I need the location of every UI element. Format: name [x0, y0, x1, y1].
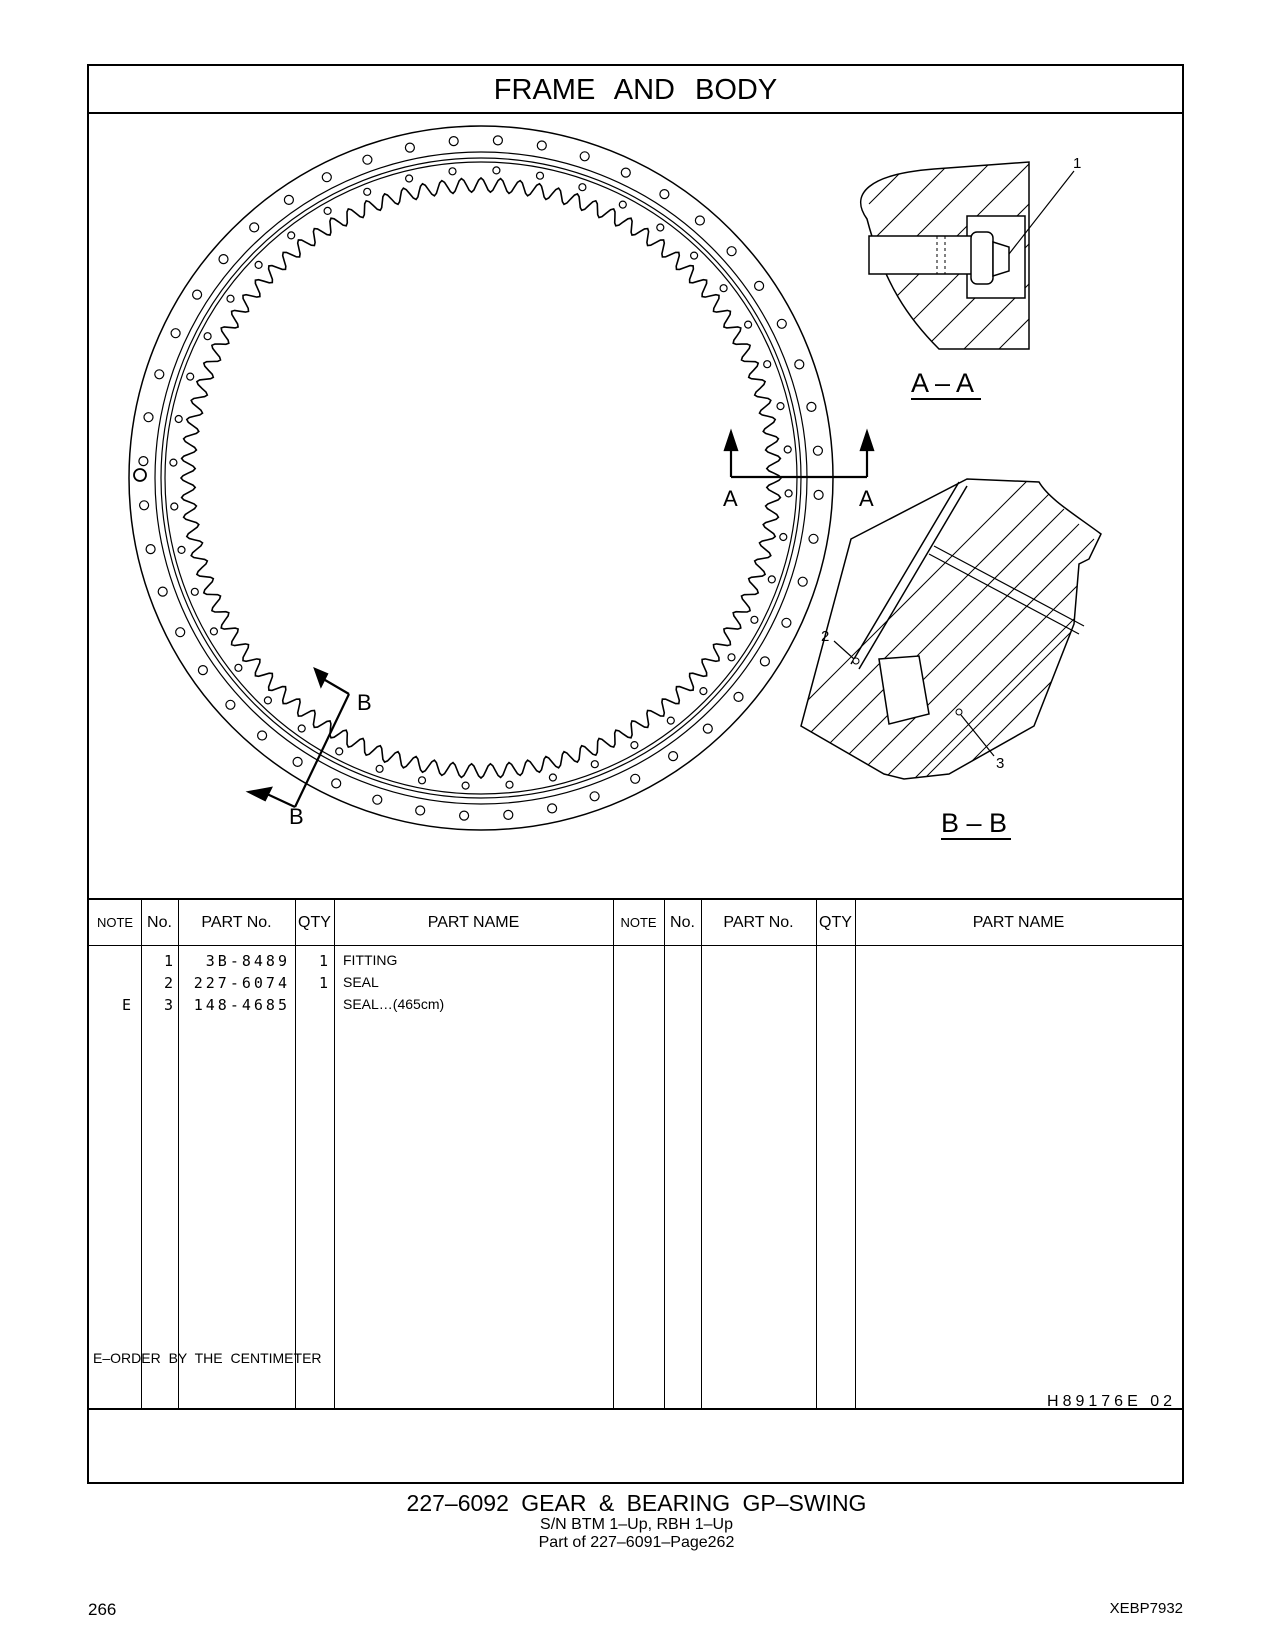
bolt-hole: [193, 290, 202, 299]
bolt-hole: [175, 416, 182, 423]
row-no: 3: [163, 996, 173, 1014]
bolt-hole: [660, 190, 669, 199]
bolt-hole: [250, 223, 259, 232]
bolt-hole: [419, 777, 426, 784]
bolt-hole: [798, 577, 807, 586]
header-no: No.: [670, 914, 695, 931]
bolt-hole: [363, 155, 372, 164]
bolt-hole: [631, 774, 640, 783]
bolt-hole: [700, 688, 707, 695]
bolt-hole: [405, 143, 414, 152]
section-aa-label: A – A: [911, 368, 975, 398]
bolt-hole: [734, 692, 743, 701]
bolt-hole: [158, 587, 167, 596]
bearing-ring-edge: [161, 158, 801, 798]
bolt-hole: [727, 247, 736, 256]
footnote: E–ORDER BY THE CENTIMETER: [93, 1350, 322, 1366]
callout-2: 2: [821, 628, 830, 645]
bolt-hole: [449, 168, 456, 175]
bolt-hole: [579, 184, 586, 191]
bolt-hole: [720, 285, 727, 292]
bolt-hole: [695, 216, 704, 225]
bolt-hole: [322, 173, 331, 182]
assembly-title: 227–6092 GEAR & BEARING GP–SWING: [406, 1490, 867, 1516]
bolt-hole: [376, 765, 383, 772]
row-part-name: SEAL: [343, 974, 379, 990]
bolt-hole: [760, 657, 769, 666]
parts-table: [89, 898, 1182, 1410]
bolt-hole: [460, 811, 469, 820]
bolt-hole: [728, 654, 735, 661]
row-part-no: 148-4685: [193, 996, 290, 1014]
bolt-hole: [155, 370, 164, 379]
bolt-hole: [809, 534, 818, 543]
bolt-hole: [406, 175, 413, 182]
technical-drawing: [89, 114, 1182, 894]
bolt-hole: [493, 136, 502, 145]
header-part-name: PART NAME: [972, 914, 1065, 931]
bolt-hole: [580, 152, 589, 161]
bolt-hole: [449, 137, 458, 146]
bolt-hole: [669, 752, 678, 761]
bolt-hole: [782, 618, 791, 627]
bolt-hole: [621, 168, 630, 177]
bearing-ring-edge: [165, 162, 797, 794]
header-qty: QTY: [298, 914, 331, 931]
bolt-hole: [227, 295, 234, 302]
row-part-no: 227-6074: [193, 974, 290, 992]
bolt-hole: [764, 361, 771, 368]
bolt-hole: [210, 628, 217, 635]
row-no: 1: [163, 952, 173, 970]
bolt-hole: [785, 490, 792, 497]
bolt-hole: [745, 321, 752, 328]
row-part-name: SEAL…(465cm): [343, 996, 445, 1012]
drawing-svg: [89, 114, 1182, 894]
header-part-name: PART NAME: [427, 914, 520, 931]
bolt-hole: [226, 700, 235, 709]
gear-teeth: [181, 178, 781, 778]
callout-3: 3: [996, 755, 1005, 772]
cut-b-bottom-label: B: [289, 804, 304, 829]
bolt-hole: [235, 664, 242, 671]
bolt-hole: [284, 195, 293, 204]
bolt-hole: [631, 742, 638, 749]
bolt-hole: [204, 333, 211, 340]
row-part-no: 3B-8489: [205, 952, 290, 970]
bolt-hole: [777, 319, 786, 328]
bolt-hole: [171, 503, 178, 510]
bolt-hole: [537, 172, 544, 179]
bolt-hole: [298, 725, 305, 732]
cut-a-left-label: A: [723, 486, 738, 511]
bolt-hole: [264, 697, 271, 704]
bolt-hole: [324, 207, 331, 214]
assembly-part-of: Part of 227–6091–Page262: [538, 1534, 735, 1551]
bolt-hole: [506, 781, 513, 788]
bolt-hole: [139, 457, 148, 466]
bolt-hole: [144, 413, 153, 422]
bolt-hole: [591, 761, 598, 768]
row-part-name: FITTING: [343, 952, 398, 968]
bolt-hole: [755, 281, 764, 290]
bolt-hole: [814, 490, 823, 499]
bolt-hole: [691, 252, 698, 259]
row-qty: 1: [318, 974, 328, 992]
bolt-hole: [504, 810, 513, 819]
bolt-hole: [703, 724, 712, 733]
bolt-hole: [364, 188, 371, 195]
bolt-hole: [590, 792, 599, 801]
bolt-hole: [178, 546, 185, 553]
detail-aa: [861, 154, 1082, 354]
page-number: 266: [88, 1600, 117, 1619]
bolt-hole: [258, 731, 267, 740]
bolt-hole: [493, 167, 500, 174]
inner-bolt-holes: [170, 167, 792, 789]
bolt-hole: [332, 779, 341, 788]
header-qty: QTY: [819, 914, 852, 931]
bolt-hole: [549, 774, 556, 781]
cut-a-right-label: A: [859, 486, 874, 511]
bolt-hole: [462, 782, 469, 789]
bolt-hole: [293, 757, 302, 766]
bolt-hole: [667, 717, 674, 724]
bolt-hole: [171, 329, 180, 338]
bearing-outer-ring: [129, 126, 833, 830]
bolt-hole: [813, 446, 822, 455]
bolt-hole: [170, 459, 177, 466]
bolt-hole: [255, 261, 262, 268]
bolt-hole: [795, 360, 804, 369]
document-code: XEBP7932: [1109, 1600, 1183, 1617]
header-note: NOTE: [96, 915, 134, 930]
assembly-serial: S/N BTM 1–Up, RBH 1–Up: [540, 1516, 733, 1533]
header-part-no: PART No.: [201, 914, 272, 931]
grease-port: [134, 469, 146, 481]
bolt-hole: [176, 628, 185, 637]
bearing-ring-edge: [155, 152, 807, 804]
bolt-hole: [187, 373, 194, 380]
bolt-hole: [807, 402, 816, 411]
bolt-hole: [140, 501, 149, 510]
bolt-hole: [751, 616, 758, 623]
bolt-hole: [537, 141, 546, 150]
sheet-title: FRAME AND BODY: [89, 66, 1182, 114]
bolt-hole: [288, 232, 295, 239]
bolt-hole: [784, 446, 791, 453]
bolt-hole: [777, 403, 784, 410]
header-part-no: PART No.: [723, 914, 794, 931]
bolt-hole: [657, 224, 664, 231]
bolt-hole: [219, 255, 228, 264]
bolt-hole: [768, 576, 775, 583]
bolt-hole: [373, 795, 382, 804]
bolt-hole: [146, 545, 155, 554]
drawing-ref-code: H89176E 02: [1047, 1393, 1176, 1410]
parts-sheet: [87, 64, 1184, 1484]
callout-1: 1: [1073, 155, 1082, 172]
header-no: No.: [147, 914, 172, 931]
section-bb-label: B – B: [941, 808, 1008, 838]
bolt-hole: [198, 666, 207, 675]
row-note: E: [121, 996, 131, 1014]
bolt-hole: [191, 588, 198, 595]
bolt-hole: [548, 804, 557, 813]
bolt-hole: [780, 534, 787, 541]
outer-bolt-holes: [139, 136, 823, 820]
row-qty: 1: [318, 952, 328, 970]
bolt-hole: [619, 201, 626, 208]
bolt-hole: [416, 806, 425, 815]
bolt-hole: [336, 748, 343, 755]
row-no: 2: [163, 974, 173, 992]
cut-b-top-label: B: [357, 690, 372, 715]
header-note: NOTE: [620, 915, 657, 930]
